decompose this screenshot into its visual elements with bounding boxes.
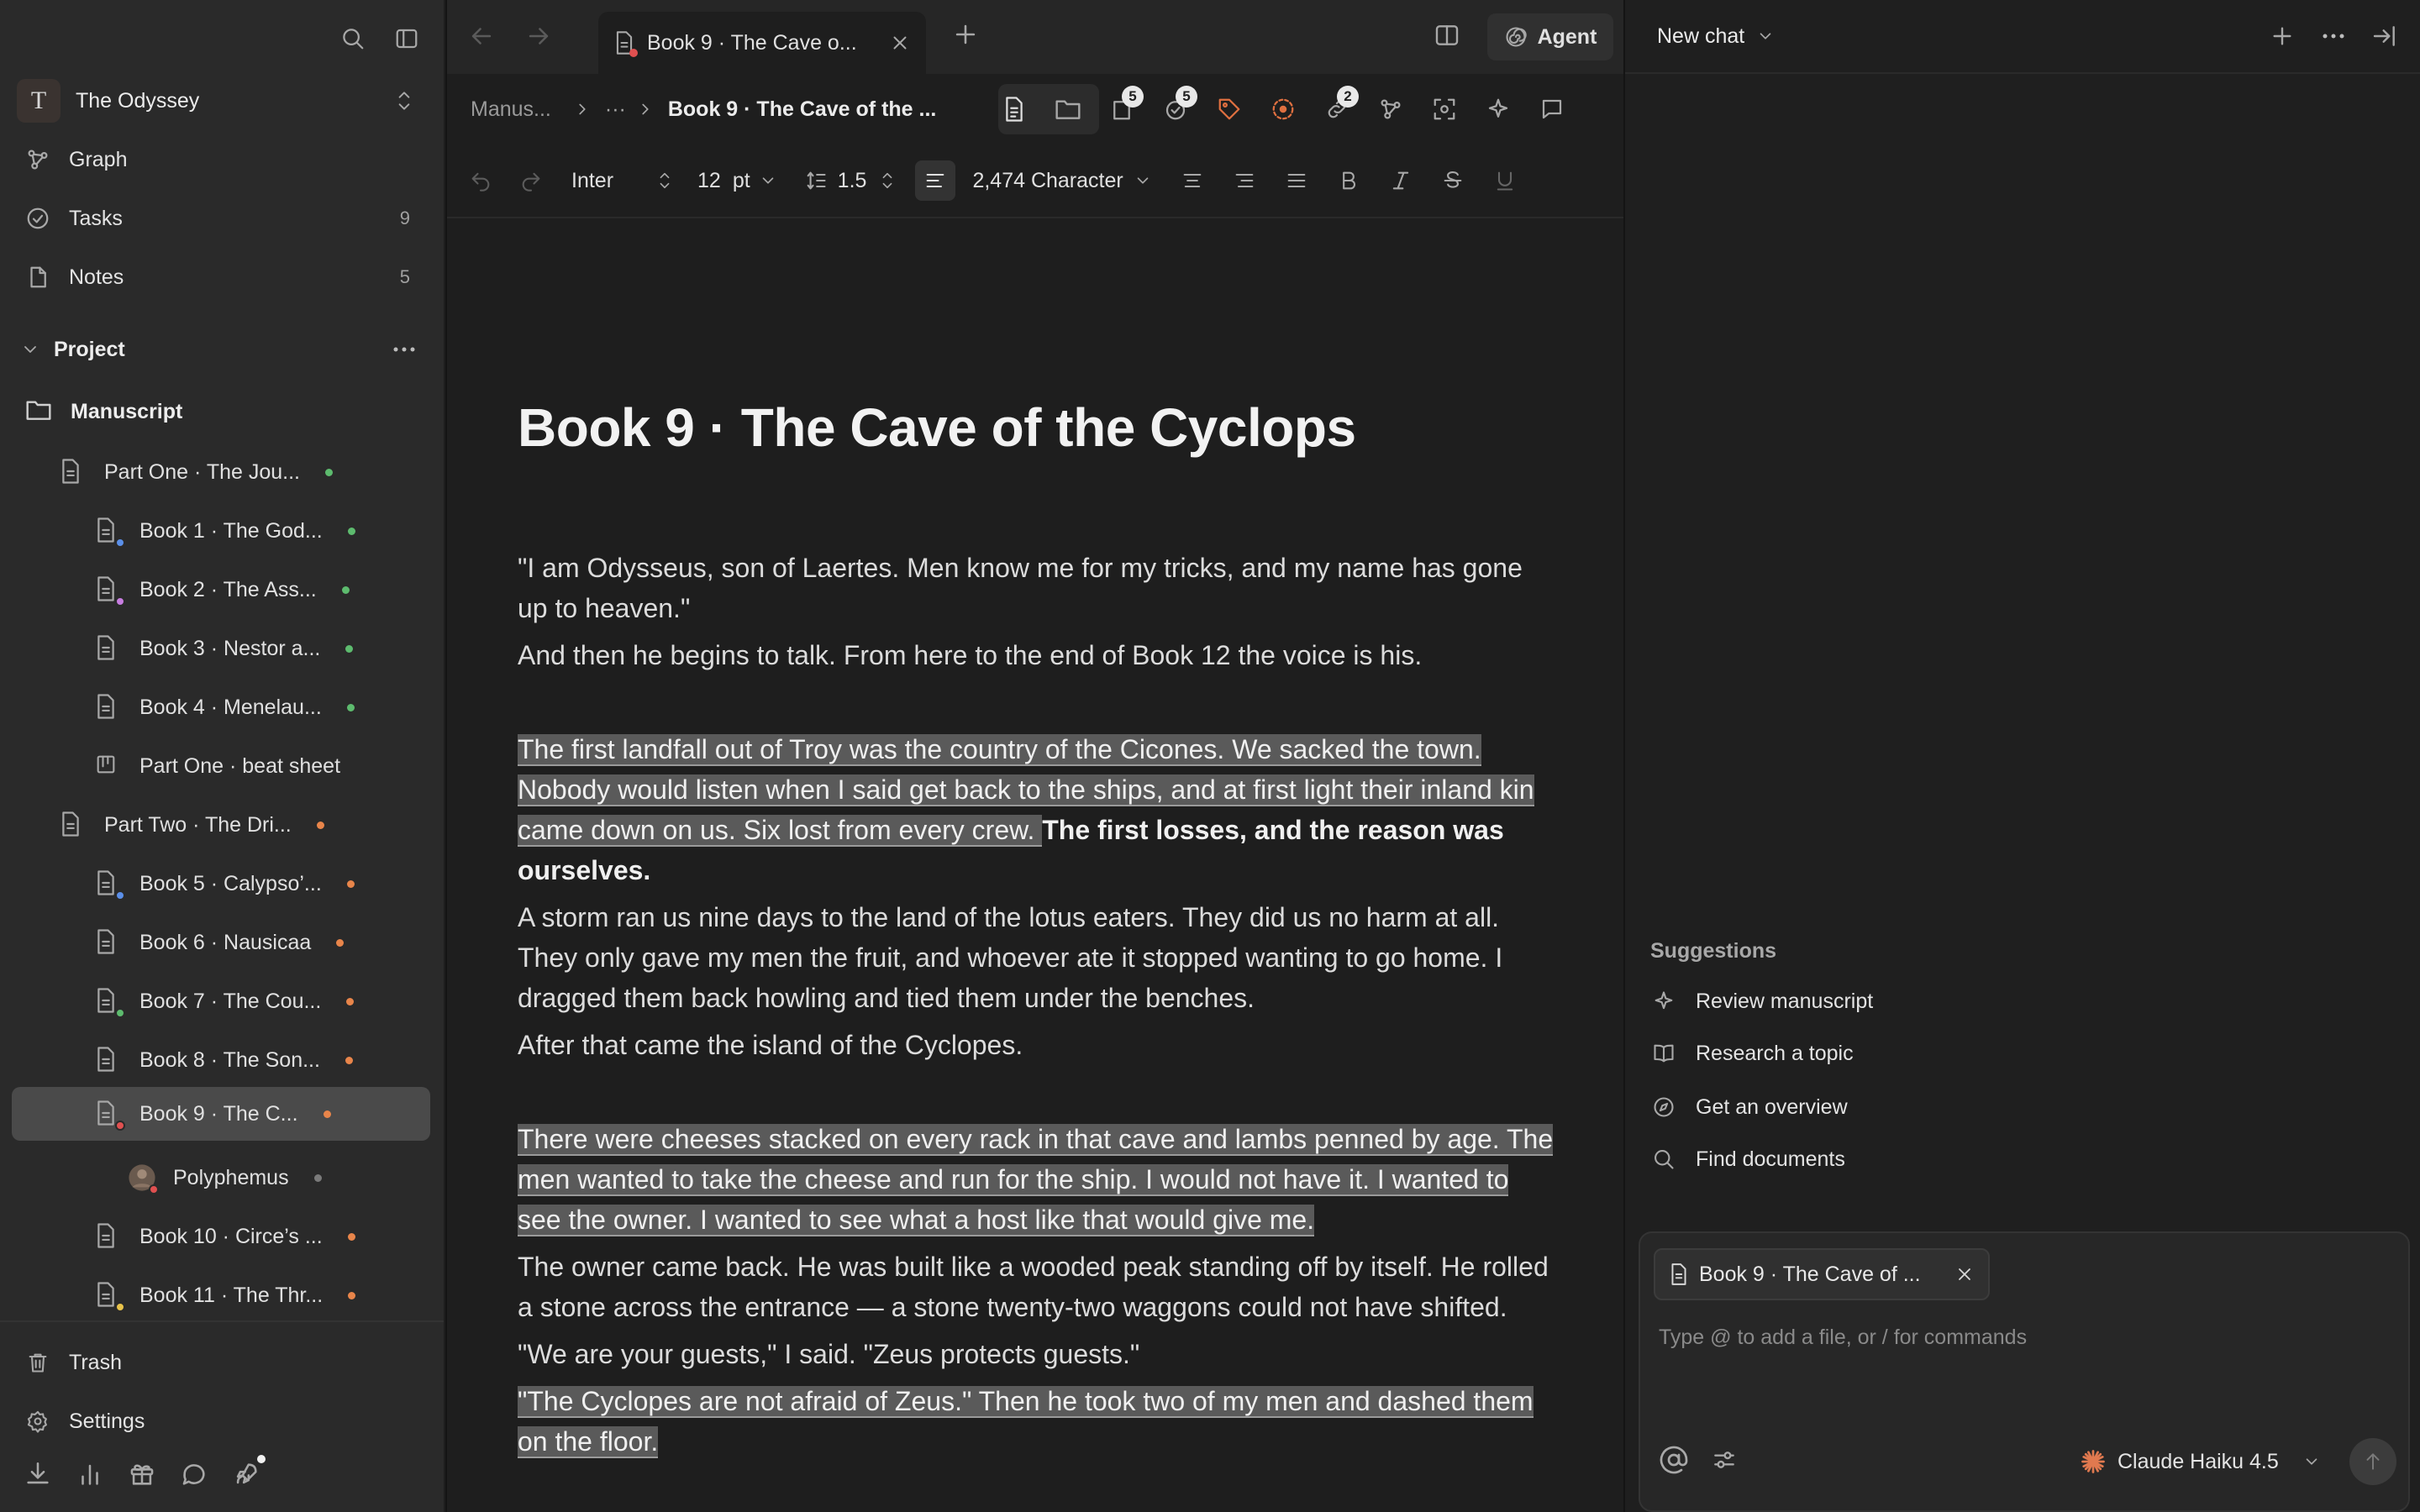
document-icon — [94, 1100, 121, 1128]
trash-icon — [24, 1348, 52, 1377]
nav-graph[interactable] — [24, 139, 417, 180]
tab-label: Book 9 · The Cave o... — [647, 30, 857, 55]
align-right-icon[interactable] — [1233, 169, 1256, 192]
tree-item-label: Book 9 · The C... — [139, 1101, 298, 1126]
chevron-down-icon[interactable] — [1756, 27, 1775, 45]
breadcrumb-ellipsis[interactable]: ··· — [604, 97, 626, 121]
status-dot — [629, 49, 638, 57]
suggestion-label: Get an overview — [1696, 1095, 1848, 1119]
chevron-right-icon — [573, 100, 592, 118]
collapse-panel-icon[interactable] — [2371, 23, 2398, 50]
tree-item[interactable] — [94, 566, 420, 613]
tree-item[interactable] — [59, 801, 420, 848]
chat-header — [1625, 0, 2420, 74]
sidebar-toggle-icon[interactable] — [390, 22, 424, 55]
document-icon — [94, 634, 121, 663]
document-icon — [94, 1281, 121, 1310]
model-selector[interactable] — [2081, 1443, 2321, 1480]
nav-tasks-label: Tasks — [69, 206, 123, 230]
file-chip-label: Book 9 · The Cave of ... — [1699, 1262, 1921, 1286]
chevron-up-down-icon[interactable] — [878, 169, 897, 192]
status-badge — [115, 538, 125, 548]
bold-text[interactable]: The first losses, and the reason was ourselves. — [518, 815, 1504, 885]
highlighted-text[interactable]: The first landfall out of Troy was the country of the Cicones. We sacked the town. Nobody would listen when I said get back to the ships, and at first light their inland kin came down on us. Six lost from every crew. — [518, 734, 1534, 845]
sparkle-icon[interactable] — [1481, 86, 1515, 133]
folder-icon — [25, 397, 52, 426]
folder-icon[interactable] — [1051, 86, 1085, 133]
tab-bar — [447, 0, 1623, 74]
line-height-value[interactable]: 1.5 — [837, 168, 867, 192]
suggestions-title: Suggestions — [1650, 939, 1777, 963]
document-icon — [59, 458, 86, 486]
documents-badge: 5 — [1122, 86, 1144, 108]
new-tab-icon[interactable] — [951, 20, 980, 49]
suggestion-overview[interactable] — [1649, 1089, 1848, 1126]
document-icon — [94, 693, 121, 722]
search-icon[interactable] — [336, 22, 370, 55]
justify-icon[interactable] — [1285, 169, 1308, 192]
status-dot — [314, 1174, 322, 1182]
note-icon — [24, 263, 52, 291]
chevron-down-icon[interactable] — [759, 171, 777, 190]
tree-item-label: Book 6 · Nausicaa — [139, 930, 312, 954]
tree-item-label: Part One · The Jou... — [104, 459, 300, 484]
status-dot — [324, 1110, 331, 1118]
align-center-icon[interactable] — [1181, 169, 1204, 192]
paragraph[interactable]: The owner came back. He was built like a wooded peak standing off by itself. He rolled a stone across the entrance — a stone twenty-two waggons could not have shifted. — [518, 1252, 1549, 1322]
tree-item-label: Book 1 · The God... — [139, 518, 323, 543]
status-dot — [347, 704, 355, 711]
bar-chart-icon[interactable] — [76, 1460, 106, 1490]
links-badge: 2 — [1337, 86, 1359, 108]
paragraph[interactable]: After that came the island of the Cyclopes. — [518, 1030, 1023, 1060]
document-icon — [1669, 1263, 1689, 1286]
tag-icon[interactable] — [1213, 86, 1246, 133]
suggestion-label: Review manuscript — [1696, 989, 1874, 1013]
tree-item-label: Book 4 · Menelau... — [139, 695, 322, 719]
nav-notes[interactable] — [24, 257, 417, 297]
search-icon — [1649, 1147, 1679, 1171]
paragraph[interactable] — [518, 729, 1556, 890]
beat-sheet-icon — [94, 752, 121, 780]
tree-item[interactable] — [94, 1037, 420, 1084]
focus-icon[interactable] — [1428, 86, 1461, 133]
document-title[interactable]: Book 9 · The Cave of the Cyclops — [518, 397, 1356, 458]
nav-trash[interactable] — [24, 1342, 417, 1383]
nav-notes-label: Notes — [69, 265, 124, 289]
divider — [0, 1320, 444, 1322]
graph-icon — [24, 145, 52, 174]
document-icon — [94, 517, 121, 545]
model-name: Claude Haiku 4.5 — [2118, 1449, 2279, 1473]
tree-item[interactable] — [94, 743, 420, 790]
status-badge — [115, 596, 125, 606]
format-toolbar — [447, 144, 1623, 218]
attached-file-chip[interactable] — [1654, 1248, 1990, 1300]
tree-item[interactable] — [94, 978, 420, 1025]
strikethrough-icon[interactable] — [1441, 169, 1465, 192]
book-icon — [1649, 1042, 1679, 1065]
align-left-button[interactable] — [915, 160, 955, 201]
document-icon — [94, 987, 121, 1016]
tree-item[interactable] — [94, 684, 420, 731]
document-body[interactable] — [518, 218, 1568, 1462]
tasks-count: 9 — [399, 207, 410, 228]
paragraph[interactable] — [518, 1381, 1556, 1462]
tree-item[interactable] — [94, 919, 420, 966]
paragraph[interactable]: And then he begins to talk. From here to the end of Book 12 the voice is his. — [518, 640, 1423, 670]
font-family-select[interactable]: Inter — [571, 168, 614, 192]
tree-item-label: Book 10 · Circe’s ... — [139, 1224, 323, 1248]
document-icon — [94, 575, 121, 604]
document-icon — [94, 869, 121, 898]
paragraph[interactable] — [518, 1119, 1556, 1240]
tasks-icon[interactable] — [1159, 86, 1192, 133]
spiral-icon — [1504, 25, 1528, 49]
suggestion-review[interactable] — [1649, 983, 1873, 1020]
line-height-icon — [804, 169, 828, 192]
chevron-down-icon — [20, 339, 40, 360]
paragraph[interactable]: A storm ran us nine days to the land of the lotus eaters. They did us no harm at all. They only gave my men the fruit, and whoever ate it stopped wanting to go home. I dragged them back howling and tied them under the benches. — [518, 902, 1503, 1013]
document-icon — [94, 928, 121, 957]
tree-item[interactable] — [94, 625, 420, 672]
back-arrow-icon[interactable] — [467, 22, 496, 50]
status-badge — [115, 1121, 125, 1131]
project-section-header[interactable] — [20, 331, 420, 368]
tree-item[interactable] — [25, 388, 420, 435]
tab-book-9[interactable] — [598, 12, 926, 74]
notes-count: 5 — [399, 266, 410, 287]
editor-pane — [445, 0, 1622, 1512]
nav-tasks[interactable] — [24, 198, 417, 239]
status-dot — [345, 645, 353, 653]
tree-item[interactable] — [12, 1087, 430, 1141]
breadcrumb-current: Book 9 · The Cave of the ... — [667, 97, 937, 121]
graph-icon[interactable] — [1374, 86, 1407, 133]
tree-item-label: Part Two · The Dri... — [104, 812, 292, 837]
status-dot — [342, 586, 350, 594]
status-badge — [149, 1184, 159, 1194]
redo-icon[interactable] — [519, 169, 543, 192]
undo-icon[interactable] — [469, 169, 492, 192]
link-icon[interactable] — [1320, 86, 1354, 133]
chat-composer — [1639, 1231, 2410, 1512]
chevron-down-icon — [2302, 1452, 2321, 1471]
character-count-select[interactable]: 2,474 Character — [972, 168, 1123, 192]
chevron-up-down-icon[interactable] — [655, 169, 674, 192]
tree-item[interactable] — [128, 1154, 420, 1201]
align-left-icon — [923, 169, 947, 192]
status-badge — [115, 1302, 125, 1312]
more-icon[interactable] — [2321, 32, 2346, 40]
italic-icon[interactable] — [1389, 169, 1413, 192]
chat-bubble-icon[interactable] — [180, 1460, 210, 1490]
tree-item-label: Book 2 · The Ass... — [139, 577, 317, 601]
tree-item-label: Polyphemus — [173, 1165, 289, 1189]
document-icon — [94, 1222, 121, 1251]
compass-icon — [1649, 1095, 1679, 1119]
chat-panel — [1623, 0, 2420, 1512]
status-dot — [336, 939, 344, 947]
status-dot — [345, 1057, 353, 1064]
project-label: Project — [54, 337, 125, 361]
status-dot — [325, 469, 333, 476]
suggestion-label: Research a topic — [1696, 1041, 1854, 1065]
chat-input[interactable] — [1659, 1326, 2381, 1350]
status-dot — [346, 998, 354, 1005]
new-chat-icon[interactable] — [2269, 23, 2296, 50]
underline-icon[interactable] — [1493, 169, 1517, 192]
nav-settings[interactable] — [24, 1401, 417, 1441]
status-dot — [348, 528, 355, 535]
tree-item-label: Manuscript — [71, 399, 183, 423]
breadcrumb-root[interactable]: Manus... — [471, 97, 551, 121]
split-view-icon[interactable] — [1434, 22, 1460, 49]
workspace-name: The Odyssey — [76, 88, 200, 113]
gear-icon — [24, 1407, 52, 1436]
workspace-switcher[interactable] — [17, 79, 427, 123]
settings-label: Settings — [69, 1409, 145, 1433]
check-circle-icon — [24, 204, 52, 233]
chevron-up-down-icon — [393, 88, 415, 113]
tree-item-label: Book 8 · The Son... — [139, 1047, 320, 1072]
tree-item[interactable] — [94, 1272, 420, 1319]
trash-label: Trash — [69, 1350, 122, 1374]
options-icon[interactable] — [1711, 1446, 1738, 1473]
tree-item-label: Book 5 · Calypso’... — [139, 871, 322, 895]
tree-item[interactable] — [94, 507, 420, 554]
status-icon[interactable] — [1266, 86, 1300, 133]
gift-icon[interactable] — [128, 1460, 158, 1490]
paragraph[interactable]: "We are your guests," I said. "Zeus protects guests." — [518, 1339, 1140, 1369]
document-view-icon[interactable] — [997, 86, 1031, 133]
forward-arrow-icon[interactable] — [524, 22, 553, 50]
chevron-down-icon[interactable] — [1134, 171, 1152, 190]
more-icon[interactable] — [392, 345, 417, 354]
tree-item-label: Book 7 · The Cou... — [139, 989, 322, 1013]
tree-item[interactable] — [94, 860, 420, 907]
tree-item[interactable] — [94, 1213, 420, 1260]
sidebar — [0, 0, 444, 1512]
status-dot — [348, 1233, 355, 1241]
document-icon — [59, 811, 86, 839]
close-icon[interactable] — [1954, 1264, 1975, 1284]
tree-item[interactable] — [59, 449, 420, 496]
nav-graph-label: Graph — [69, 147, 128, 171]
font-size-value[interactable]: 12 — [697, 168, 721, 192]
agent-button[interactable] — [1487, 13, 1613, 60]
highlighted-text[interactable]: There were cheeses stacked on every rack in that cave and lambs penned by age. The men wanted to take the cheese and run for the ship. I would not have it. I wanted to see the owner. I wanted to see what a host like that would give me. — [518, 1124, 1554, 1235]
close-tab-icon[interactable] — [889, 32, 911, 54]
document-icon — [613, 30, 635, 55]
font-size-unit: pt — [732, 168, 750, 192]
tree-item-label: Book 11 · The Thr... — [139, 1283, 324, 1307]
tasks-badge: 5 — [1176, 86, 1197, 108]
arrow-up-icon — [2362, 1451, 2384, 1473]
chat-title[interactable]: New chat — [1657, 24, 1745, 48]
bold-icon[interactable] — [1337, 169, 1360, 192]
status-badge — [115, 1008, 125, 1018]
claude-logo-icon — [2081, 1449, 2106, 1474]
agent-label: Agent — [1537, 24, 1597, 49]
documents-icon[interactable] — [1105, 86, 1139, 133]
paragraph[interactable]: "I am Odysseus, son of Laertes. Men know me for my tricks, and my name has gone up to heaven." — [518, 553, 1523, 623]
sparkle-icon — [1649, 990, 1679, 1013]
mention-icon[interactable] — [1659, 1445, 1689, 1475]
comment-icon[interactable] — [1535, 86, 1569, 133]
highlighted-text[interactable]: "The Cyclopes are not afraid of Zeus." Then he took two of my men and dashed them on the floor. — [518, 1386, 1534, 1457]
download-icon[interactable] — [24, 1460, 54, 1490]
status-dot — [348, 1292, 355, 1299]
tree-item-label: Book 3 · Nestor a... — [139, 636, 321, 660]
send-button[interactable] — [2349, 1438, 2396, 1485]
suggestion-research[interactable] — [1649, 1035, 1854, 1072]
notification-dot — [257, 1455, 266, 1463]
suggestion-label: Find documents — [1696, 1147, 1845, 1171]
character-avatar — [128, 1163, 155, 1192]
status-dot — [317, 822, 324, 829]
document-icon — [94, 1046, 121, 1074]
workspace-avatar: T — [17, 79, 60, 123]
chevron-right-icon — [636, 100, 655, 118]
status-dot — [347, 880, 355, 888]
tree-item-label: Part One · beat sheet — [139, 753, 341, 778]
suggestion-find[interactable] — [1649, 1141, 1845, 1178]
status-badge — [115, 890, 125, 900]
rocket-icon[interactable] — [232, 1460, 262, 1490]
